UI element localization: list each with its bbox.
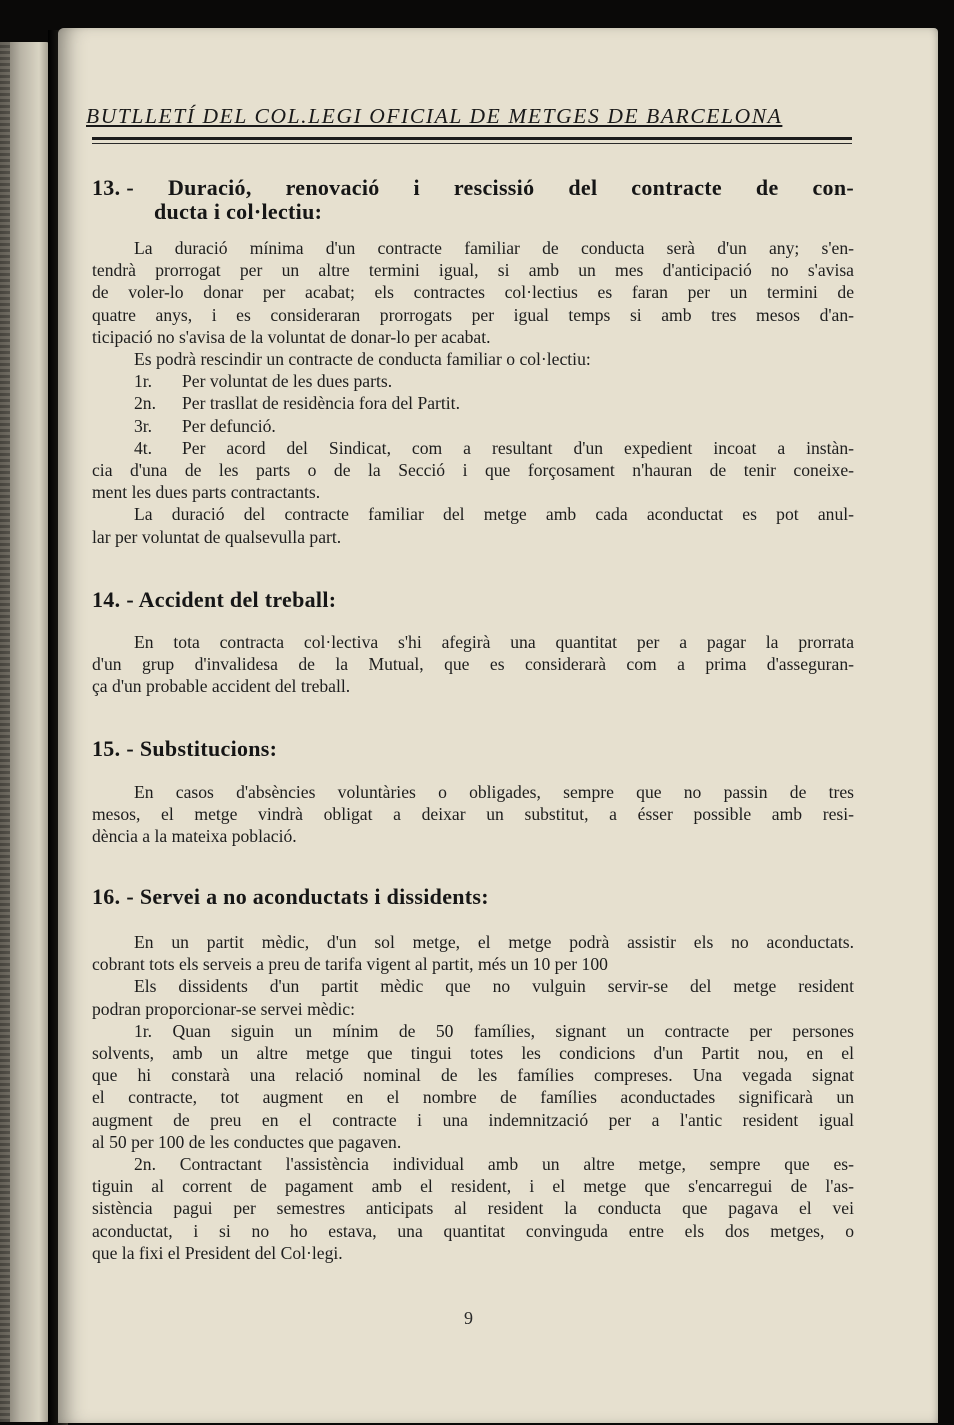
section-14-title: 14. - Accident del treball: (92, 587, 337, 612)
paragraph-line: augment de preu en el contracte i una indemnització per a l'antic resident igual (92, 1109, 854, 1130)
paragraph-line: mesos, el metge vindrà obligat a deixar un substitut, a ésser possible amb resi- (92, 804, 854, 825)
paragraph-line: Es podrà rescindir un contracte de conducta familiar o col·lectiu: (134, 349, 591, 370)
paragraph-line: 2n. Contractant l'assistència individual amb un altre metge, sempre que es- (134, 1154, 854, 1175)
paragraph-line: En un partit mèdic, d'un sol metge, el metge podrà assistir els no aconductats. (134, 932, 854, 952)
page-stack-edge (0, 42, 10, 1422)
paragraph-line: cia d'una de les parts o de la Secció i que forçosament n'hauran de tenir coneixe- (92, 460, 854, 481)
list-item: 2n. Per trasllat de residència fora del Partit. (134, 393, 460, 414)
section-16-title: 16. - Servei a no aconductats i dissidents: (92, 884, 489, 909)
paragraph-line: En tota contracta col·lectiva s'hi afegirà una quantitat per a pagar la prorrata (134, 632, 854, 652)
paragraph-line: tendrà prorrogat per un altre termini igual, si amb un mes d'anticipació no s'avisa (92, 260, 854, 281)
paragraph-line: al 50 per 100 de les conductes que pagaven. (92, 1131, 402, 1152)
paragraph-line: cobrant tots els serveis a preu de tarifa vigent al partit, més un 10 per 100 (92, 954, 608, 975)
section-13-title: 13. - Duració, renovació i rescissió del contracte de con- (92, 175, 854, 200)
paragraph-line: ticipació no s'avisa de la voluntat de donar-lo per acabat. (92, 326, 491, 347)
paragraph-line: 1r. Quan siguin un mínim de 50 famílies, signant un contracte per persones (134, 1020, 854, 1041)
paragraph-line: que la fixi el President del Col·legi. (92, 1242, 343, 1263)
paragraph-line: d'un grup d'invalidesa de la Mutual, que es considerarà com a prima d'asseguran- (92, 654, 854, 675)
paragraph-line: lar per voluntat de qualsevulla part. (92, 526, 342, 547)
paragraph-line: podran proporcionar-se servei mèdic: (92, 998, 355, 1019)
header-rule-thick (92, 137, 852, 140)
section-14 (92, 588, 854, 612)
paragraph-line: el contracte, tot augment en el nombre de famílies aconductades significarà un (92, 1087, 854, 1108)
header-rule-thin (92, 143, 852, 144)
list-item: 4t. Per acord del Sindicat, com a resultant d'un expedient incoat a instàn- (134, 437, 854, 458)
section-13 (92, 176, 854, 224)
paragraph-line: quatre anys, i es consideraran prorrogats per igual temps si amb tres mesos d'an- (92, 304, 854, 325)
section-16-body (92, 931, 854, 1264)
list-item: 3r. Per defunció. (134, 415, 276, 436)
paragraph-line: solvents, amb un altre metge que tingui totes les condicions d'un Partit nou, en el (92, 1043, 854, 1064)
paragraph-line: Els dissidents d'un partit mèdic que no vulguin servir-se del metge resident (134, 976, 854, 997)
paragraph-line: aconductat, i si no ho estava, una quantitat convinguda entre els dos metges, o (92, 1220, 854, 1241)
paragraph-line: que hi constarà una relació nominal de les famílies compreses. Una vegada signat (92, 1065, 854, 1086)
paragraph-line: ment les dues parts contractants. (92, 482, 321, 503)
paragraph-line: En casos d'absències voluntàries o obligades, sempre que no passin de tres (134, 782, 854, 802)
paragraph-line: de voler-lo donar per acabat; els contractes col·lectius es faran per un termini de (92, 282, 854, 303)
paragraph-line: ça d'un probable accident del treball. (92, 676, 351, 697)
section-14-body (92, 631, 854, 698)
paragraph-line: tiguin al corrent de pagament amb el resident, i el metge que s'encarregui de l'as- (92, 1176, 854, 1197)
paragraph-line: La duració del contracte familiar del metge amb cada aconductat es pot anul- (134, 504, 854, 525)
paragraph-line: sistència pagui per semestres anticipats al resident la conducta que pagava el vei (92, 1198, 854, 1219)
section-13-title-cont: ducta i col·lectiu: (154, 199, 323, 224)
section-15-body (92, 781, 854, 848)
running-header: BUTLLETÍ DEL COL.LEGI OFICIAL DE METGES DE BARCELONA (86, 104, 783, 128)
page-number: 9 (464, 1308, 473, 1328)
section-13-body (92, 237, 854, 548)
list-item: 1r. Per voluntat de les dues parts. (134, 371, 393, 392)
paragraph-line: La duració mínima d'un contracte familiar de conducta serà d'un any; s'en- (134, 238, 854, 258)
section-15 (92, 737, 854, 761)
section-15-title: 15. - Substitucions: (92, 736, 278, 761)
paragraph-line: dència a la mateixa població. (92, 826, 297, 847)
section-16 (92, 885, 854, 909)
